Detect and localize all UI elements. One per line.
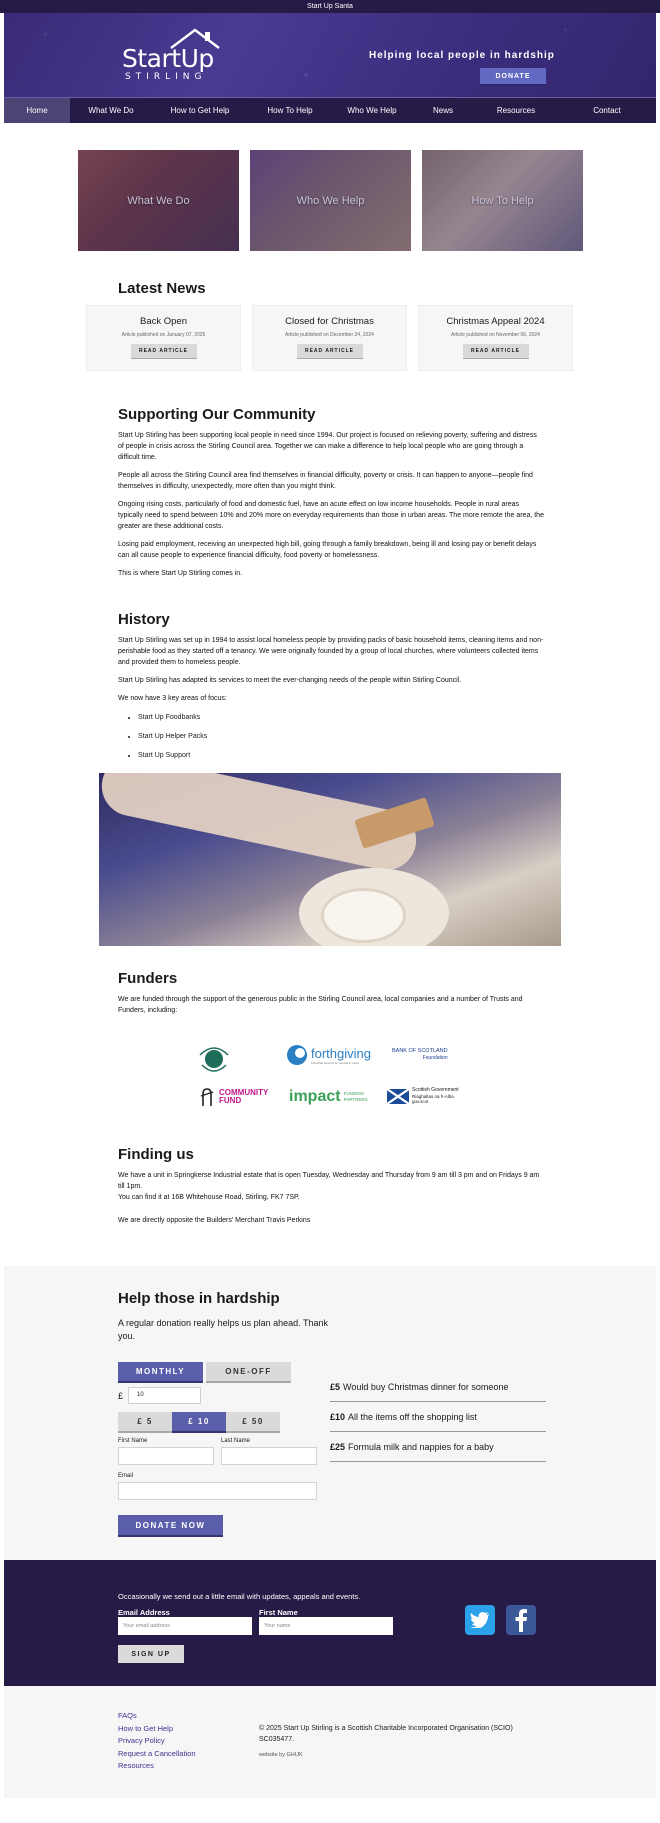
news-date: Article published on November 06, 2024 (451, 332, 540, 338)
feature-tiles (4, 150, 656, 252)
nav-contact[interactable]: Contact (593, 106, 621, 115)
preset-50-button[interactable]: £ 50 (226, 1412, 280, 1433)
supporting-paragraph: Start Up Stirling has been supporting local people in need since 1994. Our project is focused on relieving poverty, suffering and distress of people in crisis across the Stirling Council area. Together we can make a difference to help local people who are going through a difficult time. (118, 432, 537, 461)
twitter-icon[interactable] (465, 1605, 495, 1635)
top-announcement-text[interactable]: Start Up Santa (307, 3, 353, 10)
history-paragraph: We now have 3 key areas of focus: (118, 695, 227, 702)
funders-intro: We are funded through the support of the generous public in the Stirling Council area, local companies and a number of Trusts and Funders, including: (118, 996, 523, 1014)
donate-now-button[interactable]: DONATE NOW (118, 1515, 223, 1537)
nav-what-we-do[interactable]: What We Do (88, 106, 134, 115)
read-article-button[interactable]: READ ARTICLE (131, 344, 197, 359)
tile-how-to-help[interactable] (422, 150, 583, 251)
first-name-label: First Name (118, 1438, 148, 1444)
list-item: • Start Up Support (138, 750, 544, 761)
bos-sub: Foundation (422, 1055, 448, 1061)
logo-wordmark: StartUp (122, 44, 214, 73)
stirling-council-logo[interactable] (196, 1041, 232, 1075)
news-date: Article published on January 07, 2025 (121, 332, 206, 338)
read-article-button[interactable]: READ ARTICLE (297, 344, 363, 359)
preset-10-button[interactable]: £ 10 (172, 1412, 226, 1433)
news-card (252, 305, 407, 371)
footer-link-faqs[interactable]: FAQs (118, 1711, 137, 1720)
header-donate-button[interactable]: DONATE (480, 68, 546, 86)
meal-photo (99, 773, 561, 946)
community-fund-logo[interactable] (198, 1086, 269, 1108)
saltire-flag-icon (387, 1089, 409, 1104)
list-item: • Start Up Helper Packs (138, 731, 544, 742)
header-tagline: Helping local people in hardship (369, 50, 555, 61)
first-name-field[interactable] (118, 1447, 214, 1465)
sign-up-button[interactable]: SIGN UP (118, 1645, 184, 1663)
impact-text: All the items off the shopping list (348, 1412, 477, 1422)
tile-label: What We Do (127, 194, 190, 207)
funders-heading: Funders (118, 970, 178, 987)
forthgiving-name: forthgiving (311, 1045, 371, 1061)
news-card (86, 305, 241, 371)
email-label: Email (118, 1473, 134, 1479)
site-logo[interactable] (119, 28, 229, 88)
currency-symbol: £ (118, 1390, 124, 1401)
scottish-government-logo[interactable] (387, 1088, 459, 1105)
logo-subtitle: STIRLING (125, 72, 207, 82)
impact-text: Formula milk and nappies for a baby (348, 1442, 494, 1452)
finding-hours: We have a unit in Springkerse Industrial estate that is open Tuesday, Wednesday and Thursday from 9 am till 3 pm and on Fridays 9 am till 1pm. (118, 1172, 540, 1190)
forthgiving-logo[interactable] (286, 1044, 371, 1066)
nav-resources[interactable]: Resources (496, 106, 536, 115)
impact-amount: £5 (330, 1382, 341, 1392)
supporting-heading: Supporting Our Community (118, 406, 316, 423)
scotgov-name: Scottish Government (412, 1087, 459, 1093)
finding-landmark: We are directly opposite the Builders' Merchant Travis Perkins (118, 1217, 311, 1224)
supporting-paragraph: Losing paid employment, receiving an unexpected high bill, going through a family breakdown, being ill and losing pay or benefit delays can all cause people to experience financial difficulty, food poverty or homelessness. (118, 541, 537, 559)
footer-link-privacy[interactable]: Privacy Policy (118, 1736, 165, 1745)
nav-how-to-help[interactable]: How To Help (267, 106, 313, 115)
amount-row (118, 1387, 201, 1404)
oneoff-toggle[interactable]: ONE-OFF (206, 1362, 291, 1383)
last-name-field[interactable] (221, 1447, 317, 1465)
supporting-section (4, 406, 656, 579)
scotgov-gaelic: Riaghaltas na h-Alba (412, 1093, 454, 1099)
bos-name: BANK OF SCOTLAND (392, 1048, 448, 1054)
newsletter-name-label: First Name (259, 1608, 298, 1617)
news-title: Christmas Appeal 2024 (446, 316, 545, 327)
donation-heading: Help those in hardship (118, 1290, 280, 1307)
finding-address: You can find it at 16B Whitehouse Road, Stirling, FK7 7SP. (118, 1194, 300, 1201)
last-name-label: Last Name (221, 1438, 251, 1444)
impact-item (330, 1408, 546, 1432)
news-title: Back Open (140, 316, 187, 327)
impact-name: impact (289, 1088, 341, 1105)
scotgov-url: gov.scot (412, 1099, 429, 1104)
donation-lead: A regular donation really helps us plan ahead. Thank you. (118, 1318, 328, 1341)
history-section (4, 611, 656, 761)
news-title: Closed for Christmas (285, 316, 374, 327)
newsletter-intro: Occasionally we send out a little email with updates, appeals and events. (118, 1592, 361, 1601)
footer-legal: © 2025 Start Up Stirling is a Scottish Charitable Incorporated Organisation (SCIO) SC035477. (259, 1725, 513, 1743)
page-body (4, 150, 656, 1226)
footer-credit[interactable]: website by GHIJK (259, 1752, 303, 1758)
bank-of-scotland-logo[interactable] (392, 1048, 448, 1061)
preset-5-button[interactable]: £ 5 (118, 1412, 172, 1433)
forthgiving-swirl-icon (286, 1044, 308, 1066)
newsletter-email-input[interactable]: Your email address (118, 1617, 252, 1635)
finding-us-section (4, 1146, 656, 1226)
impact-item (330, 1438, 546, 1462)
funders-section (4, 970, 656, 1016)
monthly-toggle[interactable]: MONTHLY (118, 1362, 203, 1383)
newsletter-name-input[interactable]: Your name (259, 1617, 393, 1635)
history-heading: History (118, 611, 170, 628)
supporting-paragraph: This is where Start Up Stirling comes in. (118, 570, 243, 577)
email-field[interactable] (118, 1482, 317, 1500)
impact-funding-logo[interactable] (289, 1088, 372, 1106)
nav-who-we-help[interactable]: Who We Help (347, 106, 397, 115)
footer-link-get-help[interactable]: How to Get Help (118, 1723, 174, 1733)
funder-logos (4, 1026, 656, 1126)
nav-home[interactable]: Home (4, 98, 70, 123)
focus-areas-list (118, 712, 544, 761)
impact-text: Would buy Christmas dinner for someone (343, 1382, 509, 1392)
site-header (4, 13, 656, 97)
news-heading: Latest News (118, 280, 206, 297)
supporting-paragraph: People all across the Stirling Council area find themselves in financial difficulty, poverty or crisis. It can happen to anyone—people find themselves in difficulty, unexpectedly, more often than you might think. (118, 472, 533, 490)
tile-what-we-do[interactable] (78, 150, 239, 251)
donation-section (4, 1266, 656, 1560)
main-nav (4, 97, 656, 123)
crossed-fingers-icon (198, 1086, 216, 1108)
finding-heading: Finding us (118, 1146, 194, 1163)
news-card (418, 305, 573, 371)
tile-who-we-help[interactable] (250, 150, 411, 251)
preset-amounts (118, 1412, 280, 1433)
facebook-icon[interactable] (506, 1605, 536, 1635)
impact-list (330, 1378, 546, 1468)
tile-label: How To Help (471, 194, 534, 207)
history-paragraph: Start Up Stirling has adapted its services to meet the ever-changing needs of the people within Stirling Council. (118, 677, 462, 684)
news-list (4, 305, 656, 371)
impact-amount: £10 (330, 1412, 346, 1422)
newsletter-email-label: Email Address (118, 1608, 170, 1617)
impact-sub: FUNDING PARTNERS (343, 1091, 368, 1102)
impact-amount: £25 (330, 1442, 346, 1452)
impact-item (330, 1378, 546, 1402)
community-fund-name: COMMUNITY FUND (219, 1088, 269, 1105)
stirling-council-emblem-icon (196, 1041, 232, 1075)
frequency-toggle (118, 1362, 291, 1383)
news-date: Article published on December 24, 2024 (285, 332, 374, 338)
top-announcement-bar[interactable] (0, 0, 660, 13)
tile-label: Who We Help (296, 194, 365, 207)
nav-news[interactable]: News (432, 106, 453, 115)
footer-link-cancellation[interactable]: Request a Cancellation (118, 1748, 196, 1758)
supporting-paragraph: Ongoing rising costs, particularly of food and domestic fuel, have an acute effect on low income households. People in rural areas typically need to spend between 10% and 20% more on everyday requirements than those in urban areas. The more remote the area, the greater are these additional costs. (118, 501, 544, 530)
forthgiving-tagline: Financial support for people in need (311, 1060, 359, 1065)
site-footer (4, 1686, 656, 1798)
amount-input[interactable]: 10 (128, 1387, 201, 1404)
history-paragraph: Start Up Stirling was set up in 1994 to assist local homeless people by providing packs of basic household items, cleaning items and non-perishable food as they started off a tenancy. We were originally founded by a group of local churches, where volunteers collected items and provided them to homeless people. (118, 637, 544, 666)
list-item: • Start Up Foodbanks (138, 712, 544, 723)
footer-links (118, 1710, 196, 1773)
nav-how-to-get-help[interactable]: How to Get Help (170, 106, 230, 115)
newsletter-band (4, 1560, 656, 1686)
read-article-button[interactable]: READ ARTICLE (463, 344, 529, 359)
footer-link-resources[interactable]: Resources (118, 1761, 154, 1770)
